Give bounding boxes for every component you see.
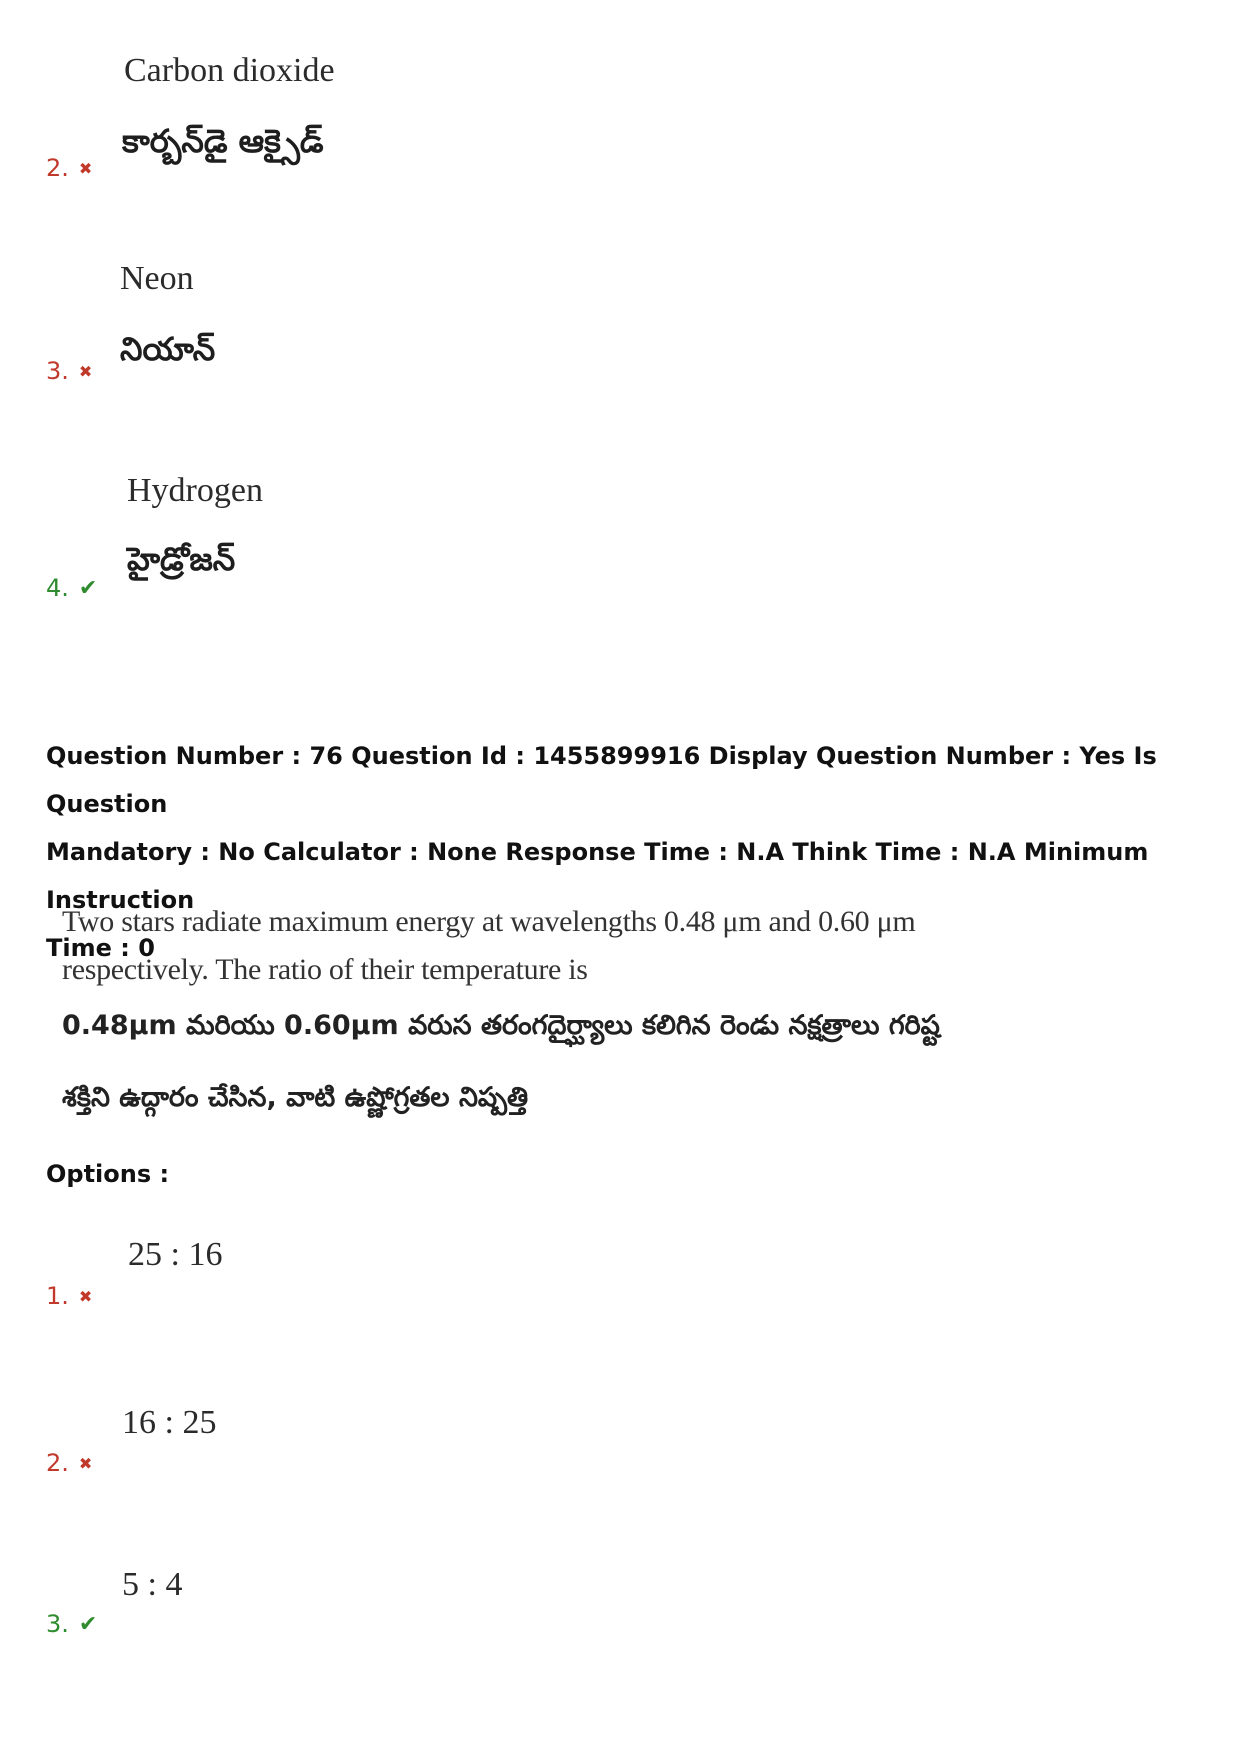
option-4-telugu: హైడ్రోజన్ [127,540,236,578]
option-2-marker [46,1449,92,1477]
option-number: 1. [46,1282,69,1310]
question-text-english-2: respectively. The ratio of their temperature is [62,953,588,986]
cross-icon: ✖ [78,158,93,178]
option-2-marker [46,154,92,182]
cross-icon: ✖ [78,1286,93,1306]
question-text-telugu-1: 0.48μm మరియు 0.60μm వరుస తరంగదైర్ఘ్యాలు కలిగిన రెండు నక్షత్రాలు గరిష్ట [62,1010,940,1041]
option-number: 2. [46,1449,69,1477]
option-number: 2. [46,154,69,182]
check-icon: ✔ [78,575,98,601]
metadata-line-3: Time : 0 [46,934,155,962]
metadata-line-2: Mandatory : No Calculator : None Response Time : N.A Think Time : N.A Minimum Instruction [46,838,1149,914]
option-3-marker [46,1610,97,1638]
cross-icon: ✖ [78,1453,93,1473]
options-label: Options : [46,1160,170,1188]
option-2-telugu: కార్బన్‌డై ఆక్సైడ్ [122,122,324,160]
option-1-value: 25 : 16 [128,1236,223,1273]
option-1-marker [46,1282,92,1310]
question-text-english-1: Two stars radiate maximum energy at wavelengths 0.48 μm and 0.60 μm [62,905,916,938]
option-2-value: 16 : 25 [122,1404,217,1441]
option-4-english: Hydrogen [127,472,263,509]
option-number: 3. [46,1610,69,1638]
question-text-telugu-2: శక్తిని ఉద్గారం చేసిన, వాటి ఉష్ణోగ్రతల నిష్పత్తి [62,1082,529,1113]
cross-icon: ✖ [78,361,93,381]
option-3-telugu: నియాన్ [120,330,216,368]
option-3-value: 5 : 4 [122,1566,183,1603]
metadata-line-1: Question Number : 76 Question Id : 1455899916 Display Question Number : Yes Is Question [46,742,1157,818]
option-2-english: Carbon dioxide [124,52,335,89]
option-3-english: Neon [120,260,194,297]
option-number: 4. [46,574,69,602]
option-number: 3. [46,357,69,385]
option-4-marker [46,574,97,602]
check-icon: ✔ [78,1611,98,1637]
option-3-marker [46,357,92,385]
